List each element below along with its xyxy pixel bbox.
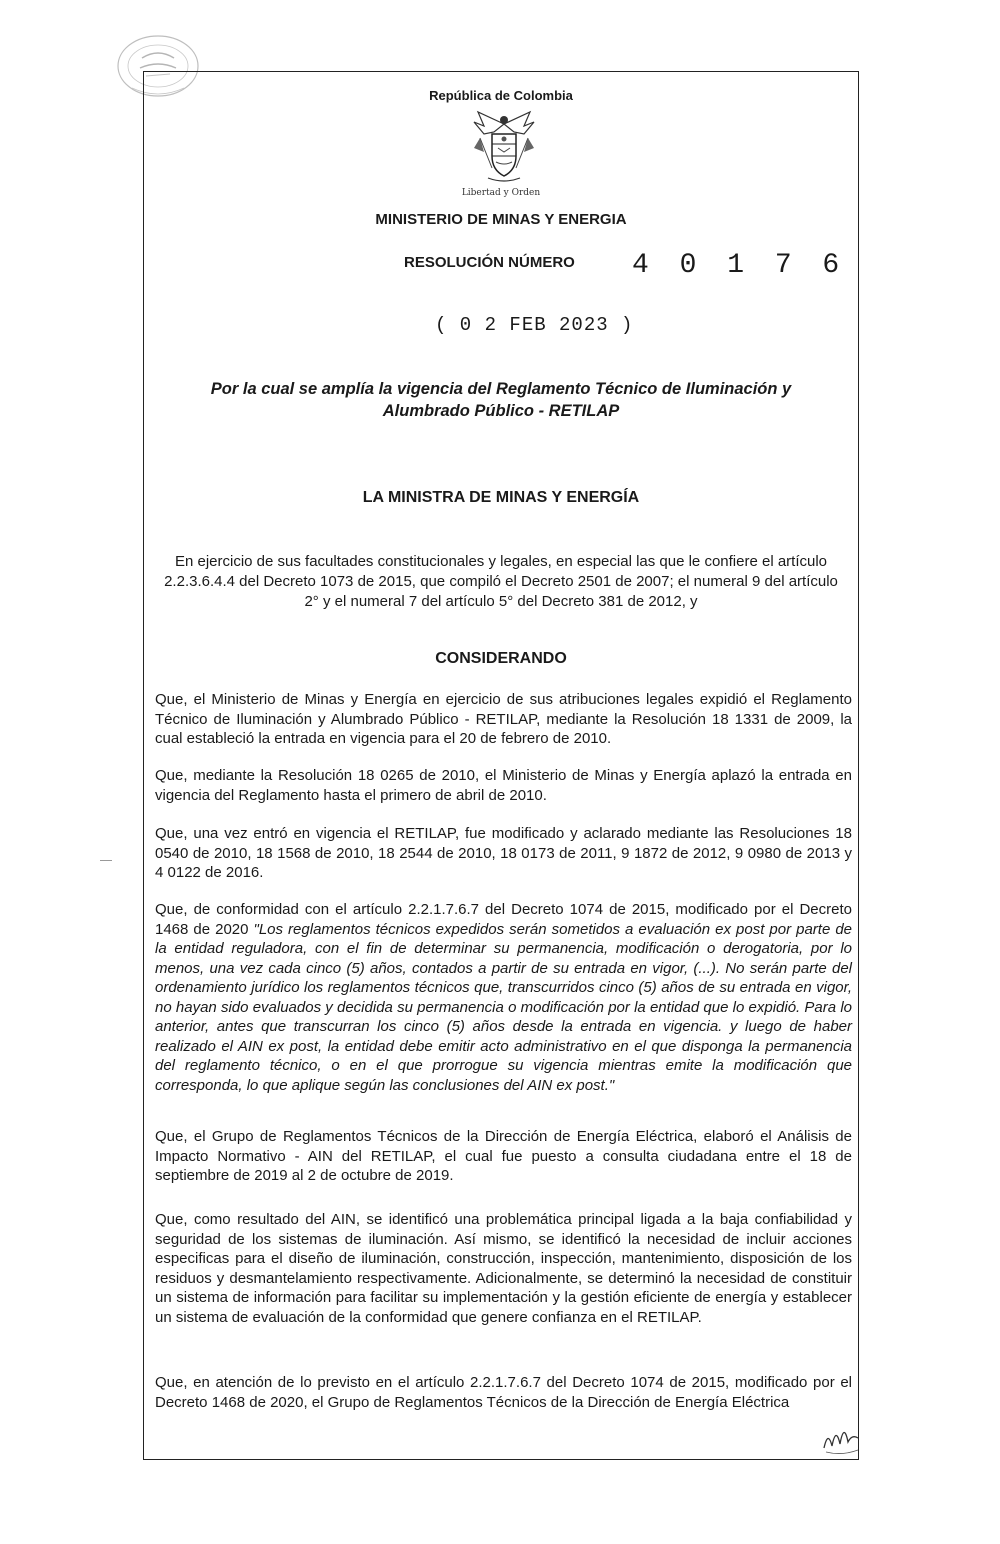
quoted-decree-text: "Los reglamentos técnicos expedidos serán sometidos a evaluación ex post por parte de la entidad reguladora, con el fin de determinar su permanencia, modificación o derogatoria, por lo menos, una vez cada cinco (5) años, contados a partir de su entrada en vigor, (...). No serán parte del ordenamiento jurídico los reglamentos técnicos que, transcurridos cinco (5) años de su entrada en vigor, no hayan sido evaluados y decidida su permanencia o modificación por la entidad que lo expidió. Para lo anterior, antes que transcurran los cinco (5) años desde la entrada en vigencia. y luego de haber realizado el AIN ex post, la entidad debe emitir acto administrativo en el que disponga la permanencia del reglamento técnico, o en el que prorrogue su vigencia mientras emite la modificación que corresponda, lo que aplique según las conclusiones del AIN ex post." — [155, 920, 852, 1094]
paragraph: Que, el Ministerio de Minas y Energía en ejercicio de sus atribuciones legales expidió el Reglamento Técnico de Iluminación y Alumbrado Público - RETILAP, mediante la Resolución 18 1331 de 2009, la cual estableció la entrada en vigencia para el 20 de febrero de 2010. — [155, 691, 852, 747]
country-name: República de Colombia — [429, 88, 573, 103]
margin-mark — [100, 860, 112, 861]
ministry-name: MINISTERIO DE MINAS Y ENERGIA — [375, 211, 627, 228]
section-heading-considerando: CONSIDERANDO — [435, 650, 567, 667]
resolution-label: RESOLUCIÓN NÚMERO — [404, 254, 575, 271]
paragraph: Que, mediante la Resolución 18 0265 de 2010, el Ministerio de Minas y Energía aplazó la entrada en vigencia del Reglamento hasta el primero de abril de 2010. — [155, 767, 852, 804]
paragraph: Que, una vez entró en vigencia el RETILAP, fue modificado y aclarado mediante las Resoluciones 18 0540 de 2010, 18 1568 de 2010, 18 2544 de 2010, 18 0173 de 2011, 9 1872 de 2012, 9 0980 de 2013 y 4 0122 de 2016. — [155, 825, 852, 881]
paragraph-intro: Que, de conformidad con el artículo 2.2.1.7.6.7 del Decreto 1074 de 2015, modificado por el Decreto 1468 de 2020 — [155, 901, 852, 938]
initials-signature — [818, 1412, 864, 1458]
paragraph: Que, como resultado del AIN, se identificó una problemática principal ligada a la baja confiabilidad y seguridad de los sistemas de iluminación. Así mismo, se identificó la necesidad de incluir acciones especificas para el diseño de iluminación, construcción, inspección, mantenimiento, disposición de los residuos y desmantelamiento respectivamente. Adicionalmente, se determinó la necesidad de constituir un sistema de información para facilitar su implementación y la gestión eficiente de energía y establecer un sistema de evaluación de la conformidad que genere confianza en el RETILAP. — [155, 1211, 852, 1326]
issuing-authority: LA MINISTRA DE MINAS Y ENERGÍA — [362, 489, 640, 506]
paragraph: Que, el Grupo de Reglamentos Técnicos de la Dirección de Energía Eléctrica, elaboró el Análisis de Impacto Normativo - AIN del RETILAP, el cual fue puesto a consulta ciudadana entre el 18 de septiembre de 2019 al 2 de octubre de 2019. — [155, 1128, 852, 1184]
resolution-number: 4 0 1 7 6 — [632, 250, 847, 281]
motto: Libertad y Orden — [461, 188, 541, 198]
paragraph-with-quote — [155, 900, 852, 1095]
document-title: Por la cual se amplía la vigencia del Reglamento Técnico de Iluminación y Alumbrado Público - RETILAP — [210, 380, 792, 420]
resolution-date: ( 0 2 FEB 2023 ) — [435, 314, 634, 336]
coat-of-arms-icon — [470, 108, 538, 188]
paragraph: Que, en atención de lo previsto en el artículo 2.2.1.7.6.7 del Decreto 1074 de 2015, modificado por el Decreto 1468 de 2020, el Grupo de Reglamentos Técnicos de la Dirección de Energía Eléctrica — [155, 1374, 852, 1411]
legal-powers-statement: En ejercicio de sus facultades constitucionales y legales, en especial las que le confiere el artículo 2.2.3.6.4.4 del Decreto 1073 de 2015, que compiló el Decreto 2501 de 2007; el numeral 9 del artículo 2° y el numeral 7 del artículo 5° del Decreto 381 de 2012, y — [164, 553, 838, 610]
